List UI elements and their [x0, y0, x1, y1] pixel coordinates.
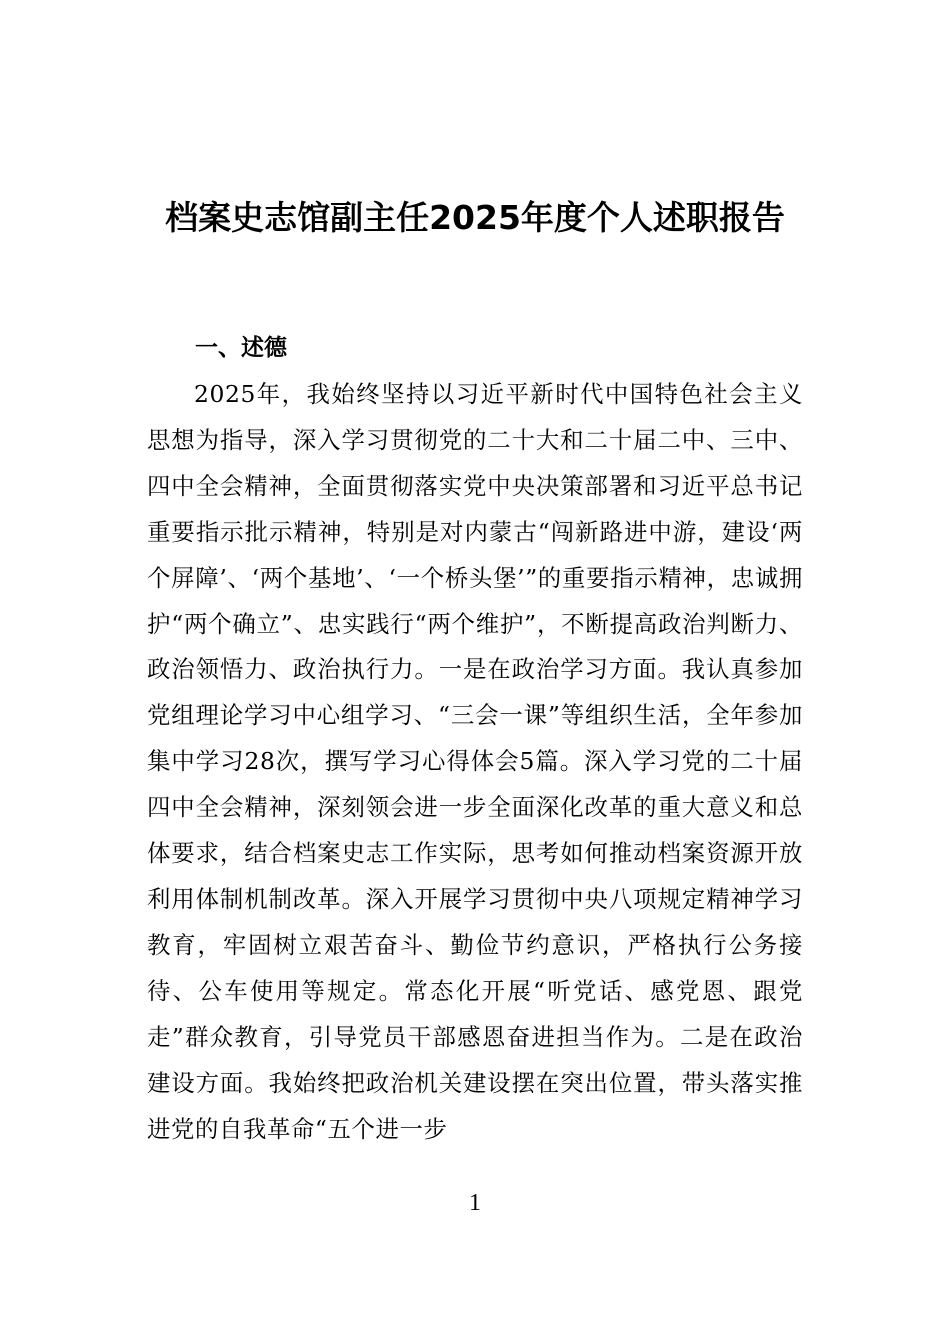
document-title: 档案史志馆副主任2025年度个人述职报告: [165, 198, 785, 237]
section-heading: 一、述德: [195, 335, 287, 361]
page-number: 1: [469, 1190, 481, 1216]
body-paragraph: 2025年，我始终坚持以习近平新时代中国特色社会主义思想为指导，深入学习贯彻党的二十大和二十届二中、三中、四中全会精神，全面贯彻落实党中央决策部署和习近平总书记重要指示批示精神，特别是对内蒙古“闯新路进中游，建设‘两个屏障’、‘两个基地’、‘一个桥头堡’”的重要指示精神，忠诚拥护“两个确立”、忠实践行“两个维护”，不断提高政治判断力、政治领悟力、政治执行力。一是在政治学习方面。我认真参加党组理论学习中心组学习、“三会一课”等组织生活，全年参加集中学习28次，撰写学习心得体会5篇。深入学习党的二十届四中全会精神，深刻领会进一步全面深化改革的重大意义和总体要求，结合档案史志工作实际，思考如何推动档案资源开放利用体制机制改革。深入开展学习贯彻中央八项规定精神学习教育，牢固树立艰苦奋斗、勤俭节约意识，严格执行公务接待、公车使用等规定。常态化开展“听党话、感党恩、跟党走”群众教育，引导党员干部感恩奋进担当作为。二是在政治建设方面。我始终把政治机关建设摆在突出位置，带头落实推进党的自我革命“五个进一步: [147, 380, 803, 1143]
